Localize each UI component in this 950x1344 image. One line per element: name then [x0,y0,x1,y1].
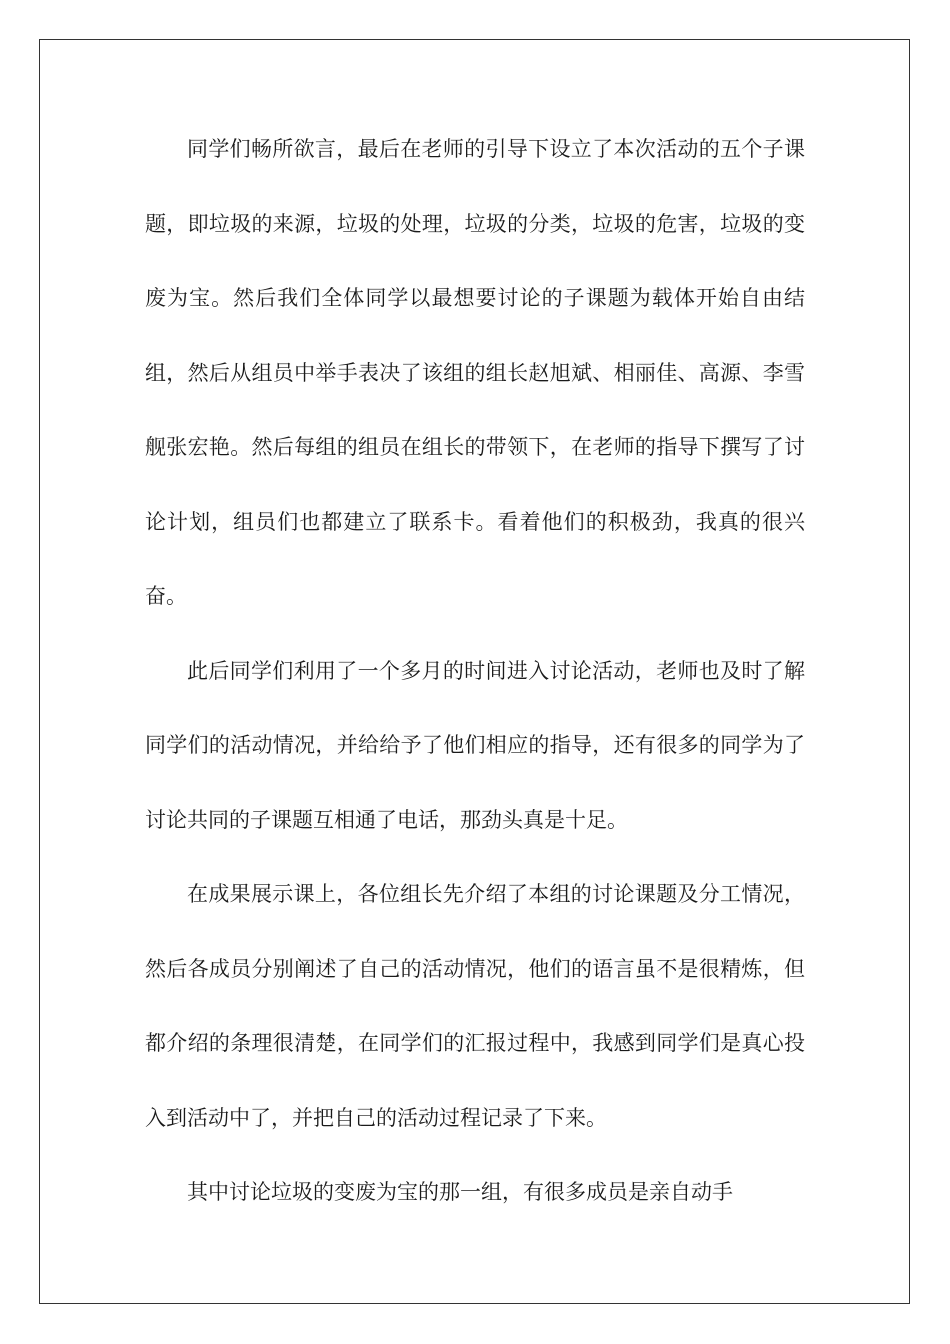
paragraph: 在成果展示课上，各位组长先介绍了本组的讨论课题及分工情况，然后各成员分别阐述了自己的活动情况，他们的语言虽不是很精炼，但都介绍的条理很清楚，在同学们的汇报过程中，我感到同学们是真心投入到活动中了，并把自己的活动过程记录了下来。 [145,882,805,1130]
paragraph: 此后同学们利用了一个多月的时间进入讨论活动，老师也及时了解同学们的活动情况，并给给予了他们相应的指导，还有很多的同学为了讨论共同的子课题互相通了电话，那劲头真是十足。 [145,658,805,832]
paragraph: 其中讨论垃圾的变废为宝的那一组，有很多成员是亲自动手 [187,1180,733,1204]
document-body [145,112,805,1230]
paragraph: 同学们畅所欲言，最后在老师的引导下设立了本次活动的五个子课题，即垃圾的来源，垃圾的处理，垃圾的分类，垃圾的危害，垃圾的变废为宝。然后我们全体同学以最想要讨论的子课题为载体开始自由结组，然后从组员中举手表决了该组的组长赵旭斌、相丽佳、高源、李雪舰张宏艳。然后每组的组员在组长的带领下，在老师的指导下撰写了讨论计划，组员们也都建立了联系卡。看着他们的积极劲，我真的很兴奋。 [145,137,805,608]
